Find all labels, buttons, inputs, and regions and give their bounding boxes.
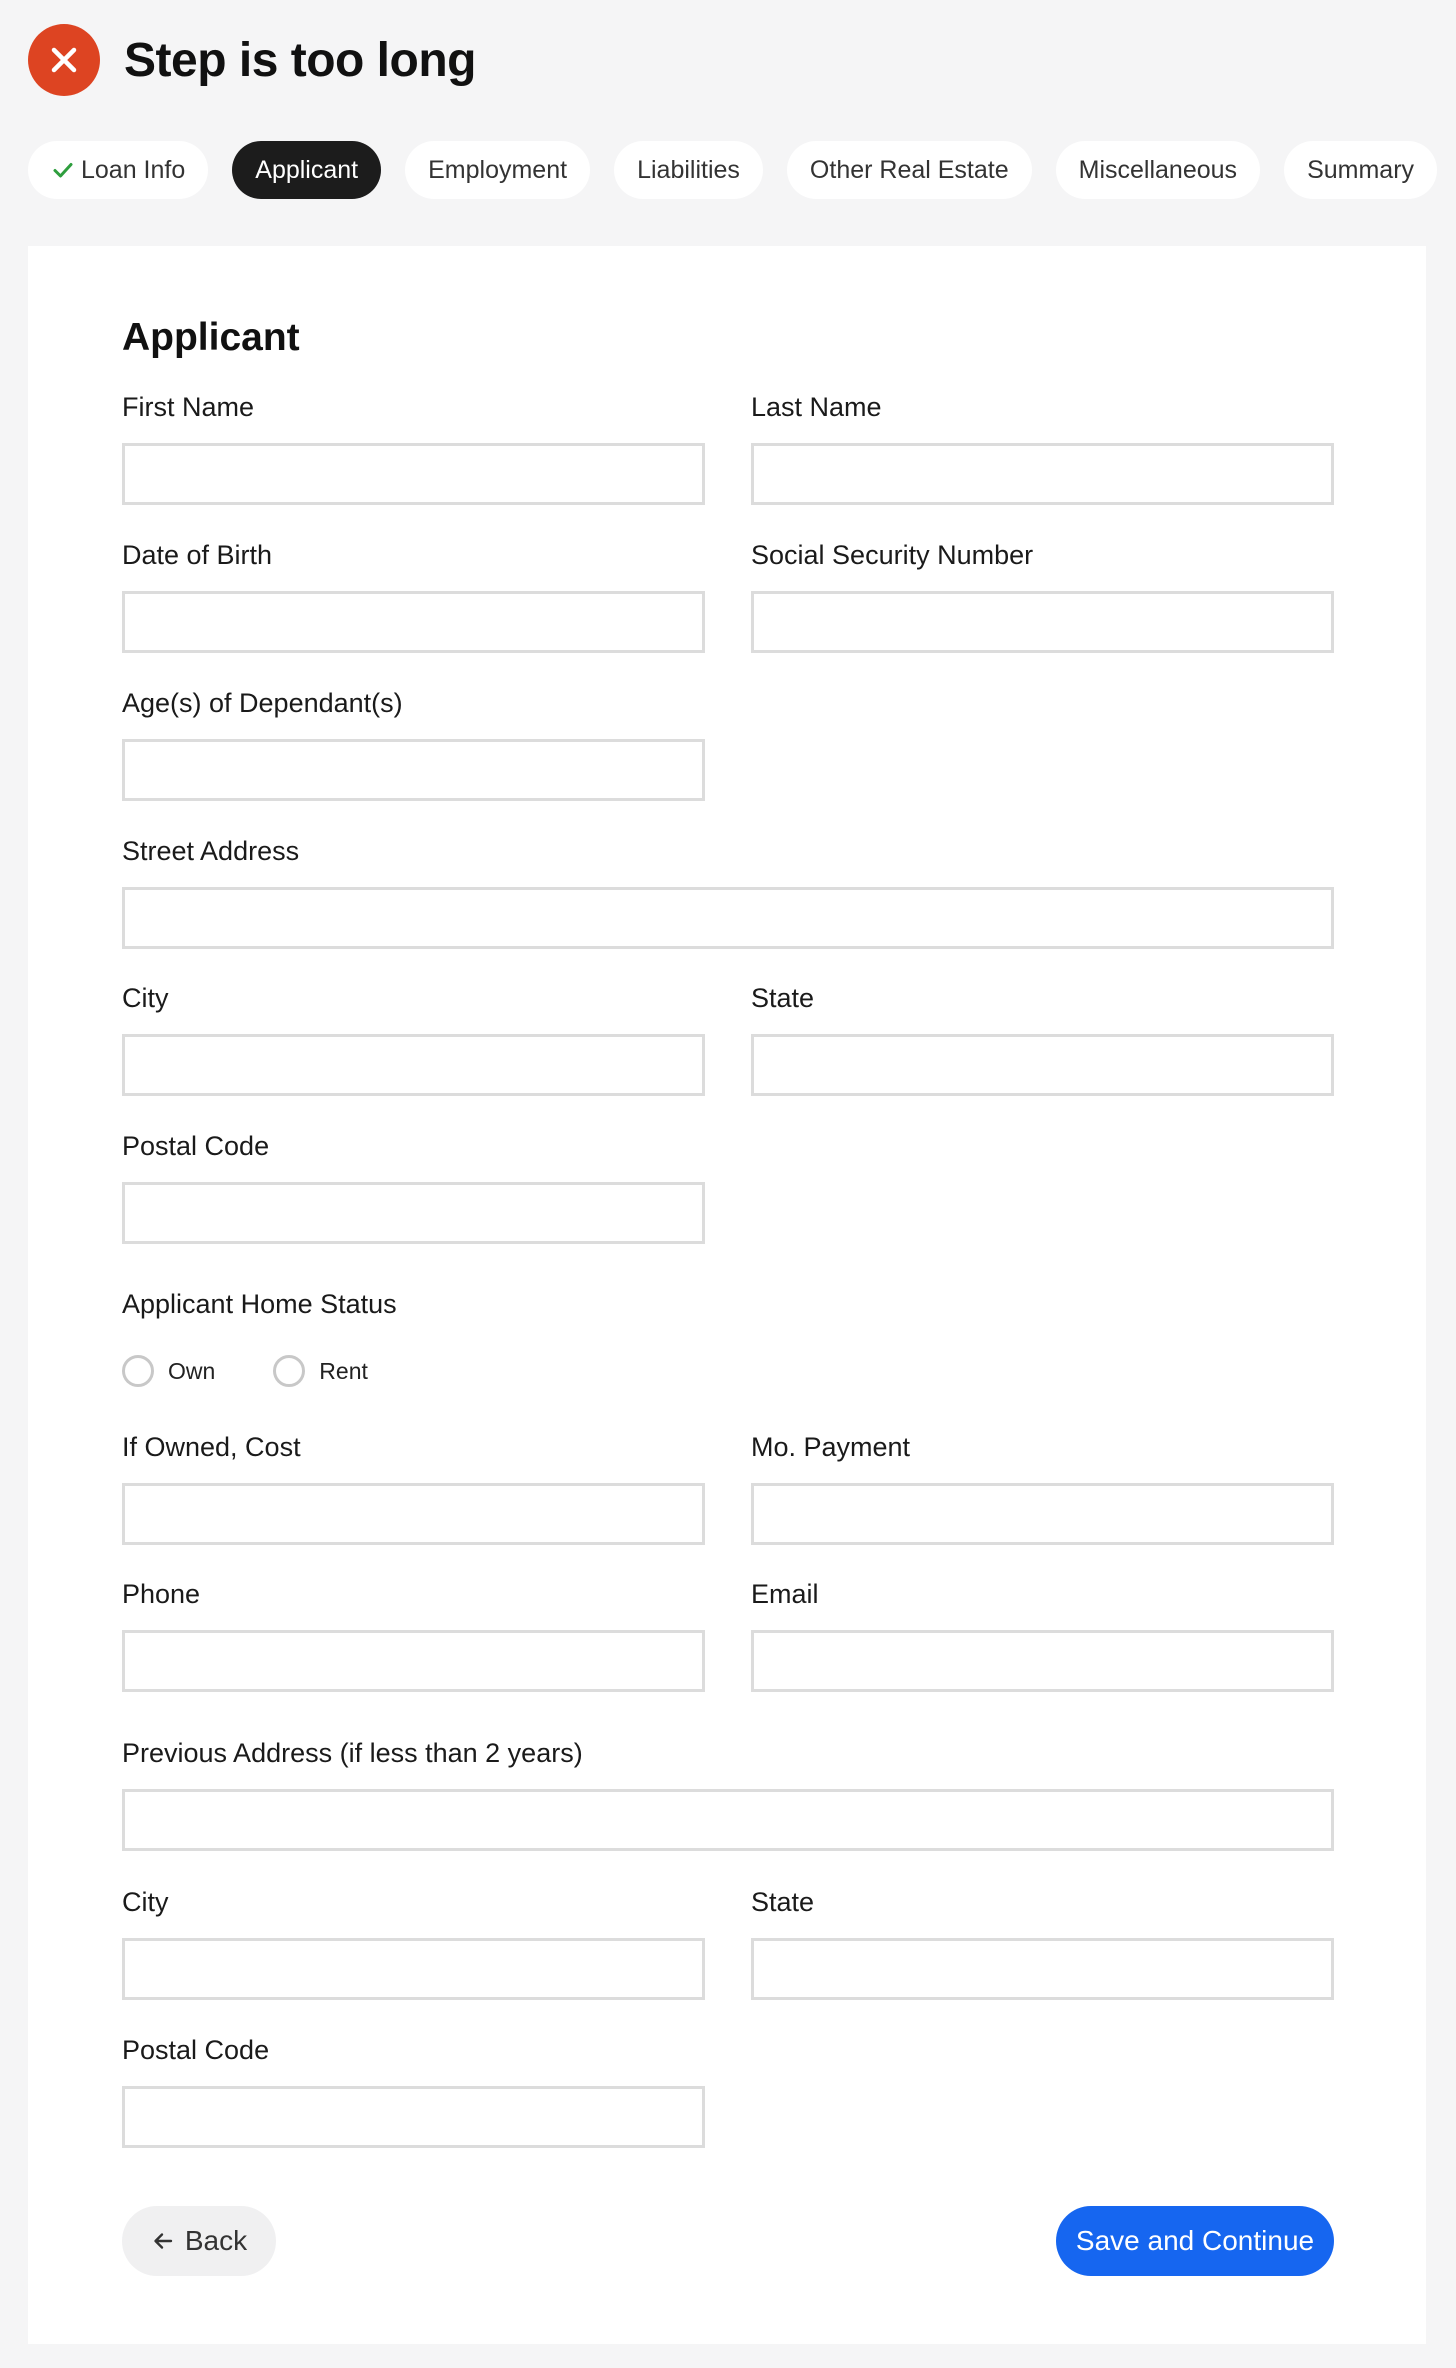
- previous-state-input[interactable]: [751, 1938, 1334, 2000]
- owned-cost-label: If Owned, Cost: [122, 1432, 301, 1462]
- owned-cost-input[interactable]: [122, 1483, 705, 1545]
- radio-label: Rent: [319, 1357, 368, 1384]
- tab-label: Employment: [428, 155, 568, 184]
- tab-summary[interactable]: [1284, 141, 1437, 199]
- tab-liabilities[interactable]: [614, 141, 763, 199]
- save-and-continue-button[interactable]: [1056, 2206, 1334, 2276]
- save-button-label: Save and Continue: [1075, 2225, 1315, 2256]
- tab-label: Applicant: [255, 155, 359, 184]
- mo-payment-label: Mo. Payment: [751, 1432, 911, 1462]
- phone-label: Phone: [122, 1579, 201, 1609]
- previous-postal-code-label: Postal Code: [122, 2035, 270, 2065]
- tab-label: Summary: [1307, 155, 1415, 184]
- dob-input[interactable]: [122, 591, 705, 653]
- page-header: [28, 24, 476, 96]
- tab-label: Miscellaneous: [1078, 155, 1238, 184]
- street-address-label: Street Address: [122, 836, 300, 866]
- tab-applicant[interactable]: [232, 141, 381, 199]
- postal-code-label: Postal Code: [122, 1131, 270, 1161]
- dependants-input[interactable]: [122, 739, 705, 801]
- tab-loan-info[interactable]: [28, 141, 208, 199]
- street-address-input[interactable]: [122, 887, 1334, 949]
- radio-label: Own: [168, 1357, 216, 1384]
- checkmark-icon: [51, 158, 75, 182]
- radio-own[interactable]: [122, 1355, 215, 1387]
- last-name-input[interactable]: [751, 443, 1334, 505]
- mo-payment-input[interactable]: [751, 1483, 1334, 1545]
- radio-circle[interactable]: [122, 1355, 154, 1387]
- email-input[interactable]: [751, 1630, 1334, 1692]
- previous-city-input[interactable]: [122, 1938, 705, 2000]
- previous-address-input[interactable]: [122, 1789, 1334, 1851]
- tab-label: Other Real Estate: [809, 155, 1009, 184]
- first-name-label: First Name: [122, 392, 255, 422]
- ssn-input[interactable]: [751, 591, 1334, 653]
- tab-miscellaneous[interactable]: [1056, 141, 1260, 199]
- back-button[interactable]: [122, 2206, 276, 2276]
- arrow-left-icon: [151, 2229, 175, 2253]
- city-label: City: [122, 983, 169, 1013]
- first-name-input[interactable]: [122, 443, 705, 505]
- tab-other-real-estate[interactable]: [787, 141, 1032, 199]
- page-title: Step is too long: [124, 33, 476, 87]
- close-icon[interactable]: [28, 24, 100, 96]
- home-status-radio-group: [122, 1353, 426, 1389]
- form-card: [28, 246, 1426, 2344]
- previous-postal-code-input[interactable]: [122, 2086, 705, 2148]
- dob-label: Date of Birth: [122, 540, 273, 570]
- state-label: State: [751, 983, 815, 1013]
- step-navigation: [28, 141, 1456, 199]
- back-button-label: Back: [184, 2225, 248, 2256]
- email-label: Email: [751, 1579, 819, 1609]
- previous-address-label: Previous Address (if less than 2 years): [122, 1738, 583, 1768]
- previous-city-label: City: [122, 1887, 169, 1917]
- ssn-label: Social Security Number: [751, 540, 1034, 570]
- home-status-label: Applicant Home Status: [122, 1289, 397, 1319]
- tab-employment[interactable]: [405, 141, 590, 199]
- last-name-label: Last Name: [751, 392, 882, 422]
- postal-code-input[interactable]: [122, 1182, 705, 1244]
- tab-label: Liabilities: [637, 155, 740, 184]
- state-input[interactable]: [751, 1034, 1334, 1096]
- previous-state-label: State: [751, 1887, 815, 1917]
- tab-label: Loan Info: [81, 155, 186, 184]
- section-title: Applicant: [122, 316, 300, 359]
- radio-rent[interactable]: [273, 1355, 368, 1387]
- radio-circle[interactable]: [273, 1355, 305, 1387]
- dependants-label: Age(s) of Dependant(s): [122, 688, 403, 718]
- city-input[interactable]: [122, 1034, 705, 1096]
- phone-input[interactable]: [122, 1630, 705, 1692]
